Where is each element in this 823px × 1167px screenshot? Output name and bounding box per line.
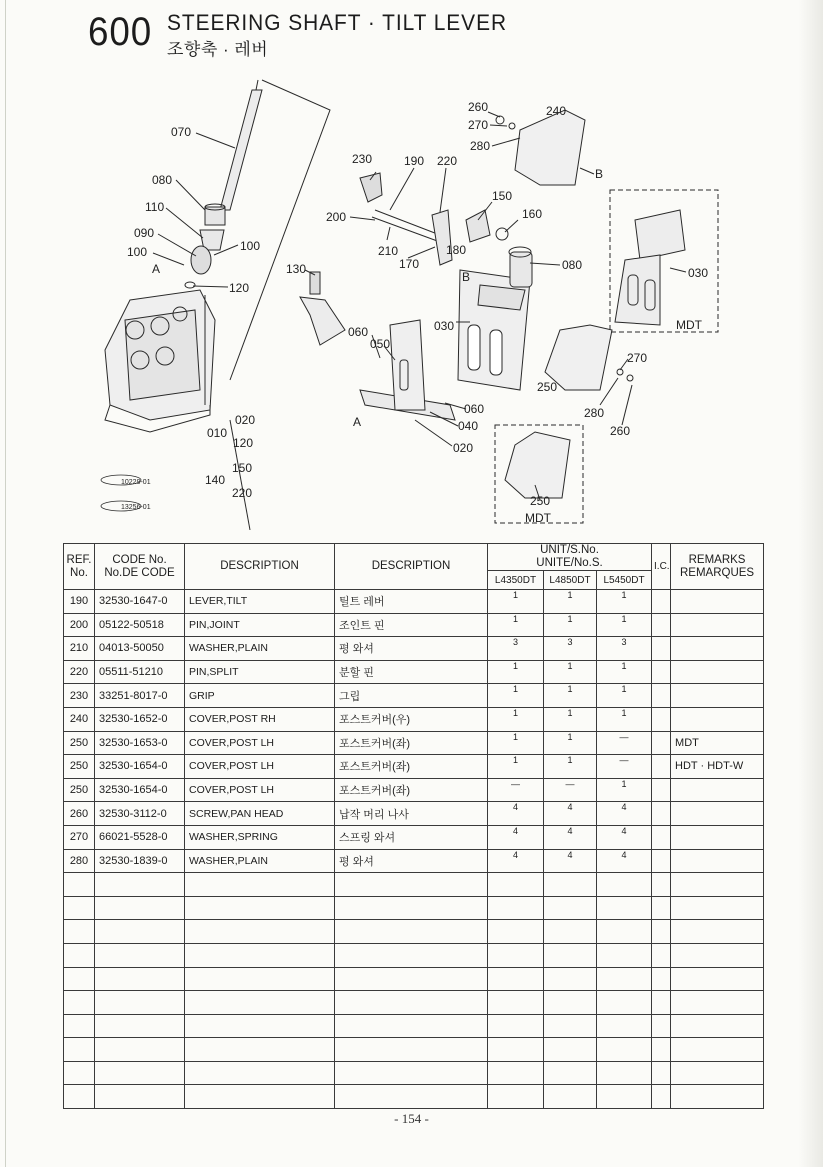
qty-cell bbox=[597, 1014, 652, 1038]
korean-description-cell bbox=[335, 1061, 488, 1085]
code-cell bbox=[95, 920, 185, 944]
remarks-cell: HDT · HDT-W bbox=[671, 755, 764, 779]
description-cell: GRIP bbox=[185, 684, 335, 708]
ic-cell bbox=[652, 590, 671, 614]
ref-cell: 240 bbox=[64, 707, 95, 731]
ic-cell bbox=[652, 967, 671, 991]
parts-list-table bbox=[63, 543, 764, 1109]
table-row bbox=[64, 684, 764, 708]
remarks-cell: MDT bbox=[671, 731, 764, 755]
ic-cell bbox=[652, 613, 671, 637]
ref-cell bbox=[64, 1085, 95, 1109]
code-cell bbox=[95, 1038, 185, 1062]
korean-description-cell bbox=[335, 920, 488, 944]
remarks-cell bbox=[671, 873, 764, 897]
ic-cell bbox=[652, 637, 671, 661]
qty-cell: 1 bbox=[597, 778, 652, 802]
qty-cell bbox=[597, 967, 652, 991]
qty-cell: 3 bbox=[544, 637, 597, 661]
callout-080: 080 bbox=[562, 258, 583, 272]
korean-description-cell: 분할 핀 bbox=[335, 660, 488, 684]
qty-cell: 4 bbox=[544, 825, 597, 849]
callout-020: 020 bbox=[235, 413, 256, 427]
table-row bbox=[64, 660, 764, 684]
ic-cell bbox=[652, 873, 671, 897]
description-cell: LEVER,TILT bbox=[185, 590, 335, 614]
table-row bbox=[64, 731, 764, 755]
qty-cell bbox=[488, 873, 544, 897]
ic-cell bbox=[652, 660, 671, 684]
description-cell: PIN,JOINT bbox=[185, 613, 335, 637]
ref-cell: 190 bbox=[64, 590, 95, 614]
callout-MDT: MDT bbox=[676, 318, 702, 332]
ref-cell: 200 bbox=[64, 613, 95, 637]
callout-A: A bbox=[353, 415, 362, 429]
table-row bbox=[64, 1038, 764, 1062]
korean-description-cell: 포스트커버(좌) bbox=[335, 731, 488, 755]
remarks-cell bbox=[671, 707, 764, 731]
ic-cell bbox=[652, 707, 671, 731]
ref-cell bbox=[64, 920, 95, 944]
callout-090: 090 bbox=[134, 226, 155, 240]
code-cell: 32530-1839-0 bbox=[95, 849, 185, 873]
remarks-cell bbox=[671, 1061, 764, 1085]
ref-cell bbox=[64, 943, 95, 967]
ic-cell bbox=[652, 825, 671, 849]
callout-210: 210 bbox=[378, 244, 399, 258]
ref-cell: 250 bbox=[64, 755, 95, 779]
page-subtitle-korean: 조향축 · 레버 bbox=[167, 40, 269, 59]
ref-cell: 220 bbox=[64, 660, 95, 684]
code-cell: 33251-8017-0 bbox=[95, 684, 185, 708]
header-model: L5450DT bbox=[597, 571, 652, 590]
callout-110: 110 bbox=[145, 200, 165, 214]
code-cell: 32530-1654-0 bbox=[95, 778, 185, 802]
code-cell bbox=[95, 1014, 185, 1038]
qty-cell: 1 bbox=[544, 684, 597, 708]
qty-cell: 1 bbox=[544, 755, 597, 779]
qty-cell: — bbox=[597, 755, 652, 779]
table-row bbox=[64, 755, 764, 779]
remarks-cell bbox=[671, 991, 764, 1015]
table-row bbox=[64, 825, 764, 849]
qty-cell bbox=[597, 1085, 652, 1109]
table-row bbox=[64, 707, 764, 731]
description-cell bbox=[185, 991, 335, 1015]
description-cell bbox=[185, 1014, 335, 1038]
table-row bbox=[64, 613, 764, 637]
code-cell bbox=[95, 896, 185, 920]
description-cell: WASHER,PLAIN bbox=[185, 637, 335, 661]
qty-cell bbox=[597, 1038, 652, 1062]
table-row bbox=[64, 1014, 764, 1038]
qty-cell bbox=[488, 967, 544, 991]
code-cell: 32530-1652-0 bbox=[95, 707, 185, 731]
code-cell: 32530-1653-0 bbox=[95, 731, 185, 755]
description-cell: COVER,POST RH bbox=[185, 707, 335, 731]
qty-cell bbox=[488, 896, 544, 920]
ref-cell: 210 bbox=[64, 637, 95, 661]
korean-description-cell bbox=[335, 991, 488, 1015]
code-cell bbox=[95, 1085, 185, 1109]
korean-description-cell: 스프링 와셔 bbox=[335, 825, 488, 849]
qty-cell: 1 bbox=[597, 684, 652, 708]
table-row bbox=[64, 802, 764, 826]
qty-cell: — bbox=[544, 778, 597, 802]
parts-table-body bbox=[64, 590, 764, 1109]
qty-cell: — bbox=[488, 778, 544, 802]
ref-cell: 260 bbox=[64, 802, 95, 826]
korean-description-cell bbox=[335, 896, 488, 920]
qty-cell: 1 bbox=[488, 731, 544, 755]
korean-description-cell: 평 와셔 bbox=[335, 849, 488, 873]
code-cell: 32530-3112-0 bbox=[95, 802, 185, 826]
korean-description-cell: 포스트커버(우) bbox=[335, 707, 488, 731]
serial-stamp: 10229-01 bbox=[121, 479, 151, 486]
qty-cell bbox=[488, 1014, 544, 1038]
code-cell: 05122-50518 bbox=[95, 613, 185, 637]
description-cell bbox=[185, 1085, 335, 1109]
callout-080: 080 bbox=[152, 173, 173, 187]
header-model: L4850DT bbox=[544, 571, 597, 590]
callout-260: 260 bbox=[610, 424, 631, 438]
qty-cell bbox=[544, 873, 597, 897]
qty-cell bbox=[597, 1061, 652, 1085]
ic-cell bbox=[652, 920, 671, 944]
korean-description-cell: 납작 머리 나사 bbox=[335, 802, 488, 826]
callout-270: 270 bbox=[468, 118, 489, 132]
qty-cell: 3 bbox=[488, 637, 544, 661]
callout-050: 050 bbox=[370, 337, 391, 351]
ref-cell: 250 bbox=[64, 778, 95, 802]
ic-cell bbox=[652, 1061, 671, 1085]
qty-cell: 1 bbox=[544, 590, 597, 614]
callout-270: 270 bbox=[627, 351, 648, 365]
callout-200: 200 bbox=[326, 210, 347, 224]
ic-cell bbox=[652, 755, 671, 779]
description-cell bbox=[185, 873, 335, 897]
code-cell bbox=[95, 991, 185, 1015]
remarks-cell bbox=[671, 778, 764, 802]
qty-cell: 4 bbox=[597, 802, 652, 826]
callout-100: 100 bbox=[240, 239, 261, 253]
description-cell bbox=[185, 1038, 335, 1062]
korean-description-cell: 틸트 레버 bbox=[335, 590, 488, 614]
callout-020: 020 bbox=[453, 441, 474, 455]
callout-190: 190 bbox=[404, 154, 425, 168]
code-cell bbox=[95, 873, 185, 897]
group-number: 600 bbox=[88, 10, 153, 54]
header-code-no: CODE No. No.DE CODE bbox=[95, 544, 185, 590]
table-row bbox=[64, 1061, 764, 1085]
description-cell bbox=[185, 967, 335, 991]
header-ref-no: REF. No. bbox=[64, 544, 95, 590]
callout-250: 250 bbox=[530, 494, 551, 508]
code-cell: 05511-51210 bbox=[95, 660, 185, 684]
korean-description-cell bbox=[335, 873, 488, 897]
page-title: STEERING SHAFT · TILT LEVER bbox=[167, 10, 508, 35]
qty-cell: 1 bbox=[488, 590, 544, 614]
qty-cell: 1 bbox=[597, 707, 652, 731]
qty-cell: — bbox=[597, 731, 652, 755]
qty-cell: 1 bbox=[544, 731, 597, 755]
ref-cell bbox=[64, 1038, 95, 1062]
ref-cell bbox=[64, 896, 95, 920]
table-row bbox=[64, 943, 764, 967]
remarks-cell bbox=[671, 684, 764, 708]
ic-cell bbox=[652, 991, 671, 1015]
description-cell: COVER,POST LH bbox=[185, 755, 335, 779]
callout-140: 140 bbox=[205, 473, 226, 487]
qty-cell bbox=[544, 1014, 597, 1038]
ic-cell bbox=[652, 849, 671, 873]
table-row bbox=[64, 991, 764, 1015]
callout-170: 170 bbox=[399, 257, 420, 271]
callout-220: 220 bbox=[232, 486, 253, 500]
header-description-kr: DESCRIPTION bbox=[335, 544, 488, 590]
exploded-parts-diagram bbox=[0, 60, 823, 530]
callout-070: 070 bbox=[171, 125, 192, 139]
qty-cell: 1 bbox=[597, 590, 652, 614]
qty-cell: 1 bbox=[597, 660, 652, 684]
callout-A: A bbox=[152, 262, 161, 276]
qty-cell bbox=[544, 1038, 597, 1062]
ic-cell bbox=[652, 1038, 671, 1062]
code-cell: 04013-50050 bbox=[95, 637, 185, 661]
qty-cell: 1 bbox=[597, 613, 652, 637]
code-cell bbox=[95, 967, 185, 991]
table-row bbox=[64, 967, 764, 991]
header-unit: UNIT/S.No. UNITE/No.S. bbox=[488, 544, 652, 571]
description-cell bbox=[185, 943, 335, 967]
header-remarks: REMARKS REMARQUES bbox=[671, 544, 764, 590]
callout-130: 130 bbox=[286, 262, 307, 276]
qty-cell: 1 bbox=[488, 684, 544, 708]
korean-description-cell: 그립 bbox=[335, 684, 488, 708]
description-cell: WASHER,PLAIN bbox=[185, 849, 335, 873]
serial-stamp: 13256-01 bbox=[121, 504, 151, 511]
description-cell: PIN,SPLIT bbox=[185, 660, 335, 684]
korean-description-cell bbox=[335, 1038, 488, 1062]
ref-cell: 250 bbox=[64, 731, 95, 755]
qty-cell: 4 bbox=[544, 849, 597, 873]
remarks-cell bbox=[671, 590, 764, 614]
remarks-cell bbox=[671, 825, 764, 849]
table-row bbox=[64, 637, 764, 661]
korean-description-cell bbox=[335, 1014, 488, 1038]
qty-cell: 4 bbox=[488, 802, 544, 826]
qty-cell: 4 bbox=[488, 849, 544, 873]
qty-cell: 3 bbox=[597, 637, 652, 661]
qty-cell: 1 bbox=[544, 707, 597, 731]
ic-cell bbox=[652, 1014, 671, 1038]
ic-cell bbox=[652, 802, 671, 826]
remarks-cell bbox=[671, 967, 764, 991]
description-cell: SCREW,PAN HEAD bbox=[185, 802, 335, 826]
qty-cell bbox=[597, 991, 652, 1015]
remarks-cell bbox=[671, 1038, 764, 1062]
callout-250: 250 bbox=[537, 380, 558, 394]
ref-cell bbox=[64, 991, 95, 1015]
qty-cell: 4 bbox=[488, 825, 544, 849]
description-cell: COVER,POST LH bbox=[185, 731, 335, 755]
qty-cell: 4 bbox=[544, 802, 597, 826]
qty-cell bbox=[597, 920, 652, 944]
remarks-cell bbox=[671, 920, 764, 944]
qty-cell bbox=[488, 991, 544, 1015]
callout-MDT: MDT bbox=[525, 511, 551, 525]
callout-120: 120 bbox=[233, 436, 254, 450]
ref-cell bbox=[64, 967, 95, 991]
callout-280: 280 bbox=[470, 139, 491, 153]
ref-cell: 280 bbox=[64, 849, 95, 873]
callout-220: 220 bbox=[437, 154, 458, 168]
callout-230: 230 bbox=[352, 152, 373, 166]
qty-cell bbox=[488, 1061, 544, 1085]
header-description-en: DESCRIPTION bbox=[185, 544, 335, 590]
qty-cell bbox=[544, 1061, 597, 1085]
callout-030: 030 bbox=[434, 319, 455, 333]
callout-060: 060 bbox=[348, 325, 369, 339]
table-row bbox=[64, 920, 764, 944]
callout-160: 160 bbox=[522, 207, 543, 221]
qty-cell: 1 bbox=[544, 660, 597, 684]
qty-cell: 1 bbox=[544, 613, 597, 637]
qty-cell bbox=[488, 1085, 544, 1109]
callout-120: 120 bbox=[229, 281, 250, 295]
qty-cell bbox=[544, 991, 597, 1015]
table-row bbox=[64, 1085, 764, 1109]
remarks-cell bbox=[671, 1085, 764, 1109]
callout-280: 280 bbox=[584, 406, 605, 420]
qty-cell bbox=[544, 896, 597, 920]
code-cell: 32530-1654-0 bbox=[95, 755, 185, 779]
korean-description-cell bbox=[335, 943, 488, 967]
qty-cell: 1 bbox=[488, 755, 544, 779]
korean-description-cell bbox=[335, 1085, 488, 1109]
ic-cell bbox=[652, 896, 671, 920]
qty-cell bbox=[597, 943, 652, 967]
qty-cell: 1 bbox=[488, 660, 544, 684]
ref-cell bbox=[64, 1014, 95, 1038]
ref-cell: 270 bbox=[64, 825, 95, 849]
qty-cell bbox=[544, 1085, 597, 1109]
ic-cell bbox=[652, 943, 671, 967]
callout-150: 150 bbox=[492, 189, 513, 203]
code-cell: 66021-5528-0 bbox=[95, 825, 185, 849]
callout-030: 030 bbox=[688, 266, 709, 280]
qty-cell bbox=[597, 896, 652, 920]
ic-cell bbox=[652, 778, 671, 802]
ref-cell: 230 bbox=[64, 684, 95, 708]
qty-cell: 4 bbox=[597, 825, 652, 849]
qty-cell: 1 bbox=[488, 707, 544, 731]
table-row bbox=[64, 849, 764, 873]
ic-cell bbox=[652, 731, 671, 755]
ic-cell bbox=[652, 684, 671, 708]
callout-B: B bbox=[595, 167, 604, 181]
header-ic: I.C. bbox=[652, 544, 671, 590]
korean-description-cell: 조인트 핀 bbox=[335, 613, 488, 637]
remarks-cell bbox=[671, 943, 764, 967]
callout-010: 010 bbox=[207, 426, 228, 440]
qty-cell bbox=[597, 873, 652, 897]
remarks-cell bbox=[671, 660, 764, 684]
callout-040: 040 bbox=[458, 419, 479, 433]
qty-cell: 1 bbox=[488, 613, 544, 637]
qty-cell: 4 bbox=[597, 849, 652, 873]
callout-180: 180 bbox=[446, 243, 467, 257]
remarks-cell bbox=[671, 802, 764, 826]
callout-240: 240 bbox=[546, 104, 567, 118]
code-cell: 32530-1647-0 bbox=[95, 590, 185, 614]
qty-cell bbox=[488, 1038, 544, 1062]
remarks-cell bbox=[671, 849, 764, 873]
table-row bbox=[64, 873, 764, 897]
korean-description-cell bbox=[335, 967, 488, 991]
description-cell bbox=[185, 1061, 335, 1085]
remarks-cell bbox=[671, 1014, 764, 1038]
description-cell: COVER,POST LH bbox=[185, 778, 335, 802]
description-cell bbox=[185, 920, 335, 944]
table-row bbox=[64, 896, 764, 920]
header-model: L4350DT bbox=[488, 571, 544, 590]
code-cell bbox=[95, 943, 185, 967]
description-cell bbox=[185, 896, 335, 920]
code-cell bbox=[95, 1061, 185, 1085]
qty-cell bbox=[544, 967, 597, 991]
callout-B: B bbox=[462, 270, 471, 284]
callout-260: 260 bbox=[468, 100, 489, 114]
remarks-cell bbox=[671, 896, 764, 920]
qty-cell bbox=[488, 920, 544, 944]
qty-cell bbox=[488, 943, 544, 967]
ref-cell bbox=[64, 873, 95, 897]
qty-cell bbox=[544, 920, 597, 944]
ic-cell bbox=[652, 1085, 671, 1109]
table-row bbox=[64, 590, 764, 614]
korean-description-cell: 포스트커버(좌) bbox=[335, 778, 488, 802]
korean-description-cell: 포스트커버(좌) bbox=[335, 755, 488, 779]
ref-cell bbox=[64, 1061, 95, 1085]
qty-cell bbox=[544, 943, 597, 967]
callout-060: 060 bbox=[464, 402, 485, 416]
remarks-cell bbox=[671, 613, 764, 637]
description-cell: WASHER,SPRING bbox=[185, 825, 335, 849]
remarks-cell bbox=[671, 637, 764, 661]
callout-150: 150 bbox=[232, 461, 253, 475]
table-row bbox=[64, 778, 764, 802]
callout-100: 100 bbox=[127, 245, 148, 259]
page-number: - 154 - bbox=[394, 1111, 429, 1126]
korean-description-cell: 평 와셔 bbox=[335, 637, 488, 661]
